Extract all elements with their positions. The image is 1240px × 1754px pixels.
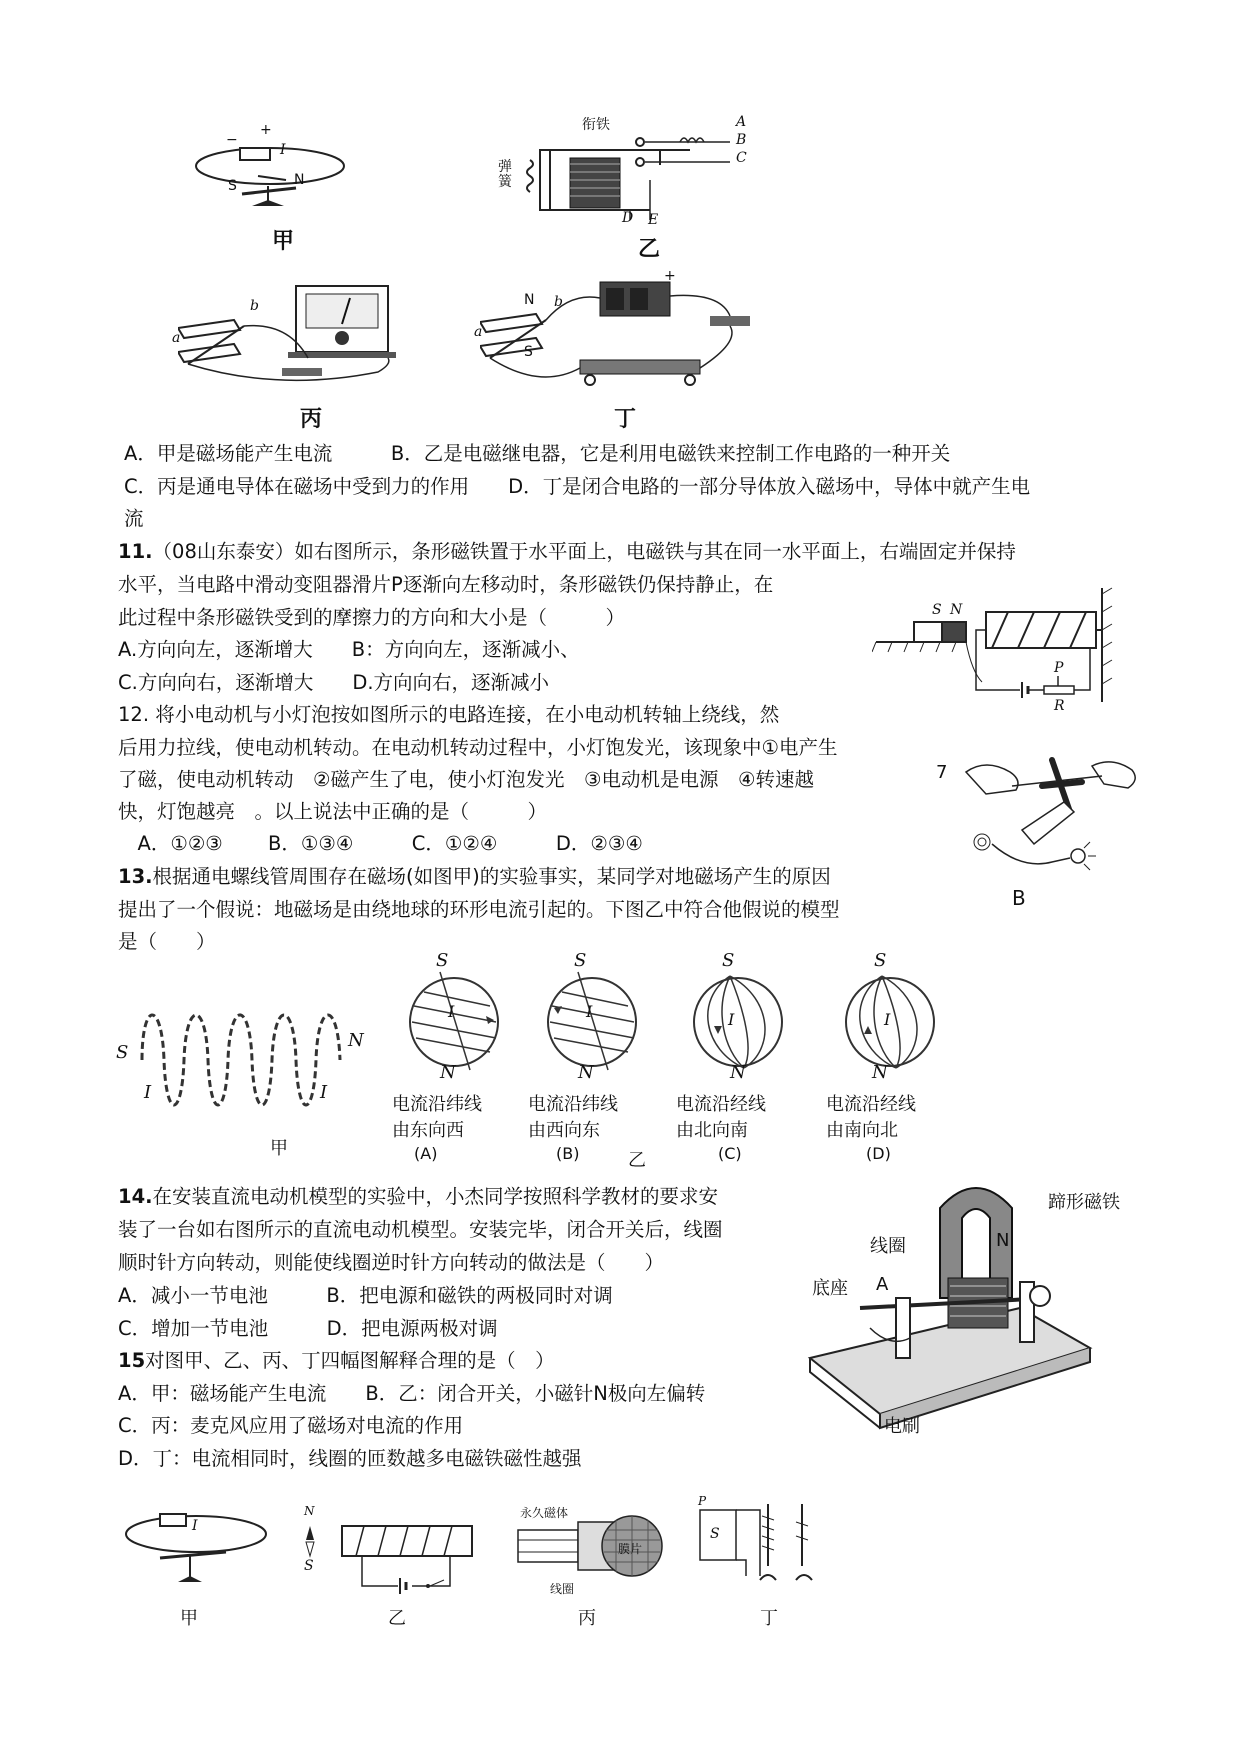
q13-globe-b-caption1: 电流沿纬线	[528, 1094, 618, 1115]
q15-fig-label-jia: 甲	[180, 1608, 198, 1629]
q13-globe-c-caption2: 由北向南	[676, 1120, 748, 1141]
fig-jia-south: S	[228, 178, 237, 194]
q15-bing-coil: 线圈	[550, 1582, 575, 1596]
fig-yi-terminal-d: D	[622, 210, 634, 226]
q13-option-d: (D)	[866, 1144, 891, 1163]
q10-option-cd-cont: 流	[124, 507, 144, 530]
q12-fig-label-b: B	[1012, 886, 1026, 910]
fig-ding-north: N	[524, 292, 535, 308]
fig-jia-north: N	[294, 172, 305, 188]
q15-bing-magnet: 永久磁体	[520, 1506, 569, 1520]
q13-globe-c-n: N	[730, 1062, 746, 1083]
q13-globe-d-n: N	[872, 1062, 888, 1083]
q15-jia-current: I	[192, 1518, 198, 1534]
fig-yi-terminal-c: C	[736, 150, 747, 166]
q13-option-b: (B)	[556, 1144, 580, 1163]
q13-globe-a	[390, 950, 530, 1165]
q15-figure-jia	[120, 1500, 280, 1630]
fig-yi-terminal-e: E	[648, 212, 659, 228]
q15-ding-p: P	[698, 1494, 707, 1508]
q14-stem-line2: 装了一台如右图所示的直流电动机模型。安装完毕，闭合开关后，线圈	[118, 1218, 723, 1241]
q13-globe-a-s: S	[436, 950, 449, 971]
q11-number: 11.	[118, 540, 153, 563]
q12-figure	[952, 752, 1162, 912]
q14-fig-a-label: A	[876, 1274, 889, 1295]
q14-stem-line3: 顺时针方向转动，则能使线圈逆时针方向转动的做法是（ ）	[118, 1251, 665, 1274]
q13-globe-a-n: N	[440, 1062, 456, 1083]
q13-globe-c-i: I	[728, 1010, 735, 1029]
q11-fig-p: P	[1054, 660, 1064, 676]
q14-stem-line1	[118, 1185, 718, 1209]
q13-fig-yi: 乙	[628, 1150, 646, 1171]
q13-globe-c-s: S	[722, 950, 735, 971]
q14-fig-brush-label: 电刷	[884, 1416, 920, 1437]
q10-figure-ding	[474, 268, 780, 432]
q13-globe-d	[826, 950, 966, 1165]
fig-ding-b: b	[554, 294, 563, 310]
q15-number: 15	[118, 1349, 146, 1372]
q15-ding-s: S	[710, 1526, 720, 1542]
q13-globe-b	[528, 950, 668, 1165]
q15-option-c: C．丙：麦克风应用了磁场对电流的作用	[118, 1414, 464, 1437]
q13-globe-d-caption2: 由南向北	[826, 1120, 898, 1141]
q15-stem-line1	[118, 1349, 555, 1373]
fig-yi-terminal-a: A	[736, 114, 747, 130]
q14-fig-n: N	[996, 1230, 1010, 1251]
fig-jia-plus: +	[260, 122, 272, 138]
q13-globe-b-caption2: 由西向东	[528, 1120, 600, 1141]
fig-label-ding: 丁	[614, 407, 637, 432]
q13-coil-s: S	[116, 1042, 129, 1063]
fig-bing-b: b	[250, 298, 259, 314]
q13-coil-i-right: I	[320, 1082, 328, 1103]
q15-yi-s: S	[304, 1558, 314, 1574]
q13-globe-b-n: N	[578, 1062, 594, 1083]
q15-bing-membrane: 膜片	[618, 1542, 643, 1556]
q13-globe-a-i: I	[448, 1002, 455, 1021]
q14-fig-base-label: 底座	[812, 1278, 848, 1299]
q11-options-ab: A.方向向左，逐渐增大 B：方向向左，逐渐减小、	[118, 638, 580, 661]
fig-ding-a: a	[474, 324, 483, 340]
q14-fig-coil-label: 线圈	[870, 1236, 906, 1257]
fig-yi-terminal-b: B	[736, 132, 747, 148]
q13-stem-line3: 是（ ）	[118, 930, 216, 953]
q13-globe-c	[674, 950, 814, 1165]
q12-stem-line4: 快，灯饱越亮 。以上说法中正确的是（ ）	[118, 800, 548, 823]
q13-text-1: 根据通电螺线管周围存在磁场(如图甲)的实验事实，某同学对地磁场产生的原因	[152, 865, 831, 888]
q13-globe-b-i: I	[586, 1002, 593, 1021]
q15-option-d: D．丁：电流相同时，线圈的匝数越多电磁铁磁性越强	[118, 1447, 582, 1470]
q10-option-ab: A．甲是磁场能产生电流 B．乙是电磁继电器，它是利用电磁铁来控制工作电路的一种开关	[124, 442, 951, 465]
fig-jia-minus: −	[226, 132, 238, 148]
q13-coil-n: N	[348, 1030, 364, 1051]
q13-globe-d-i: I	[884, 1010, 891, 1029]
fig-ding-south: S	[524, 344, 533, 360]
q11-stem-line1	[118, 540, 1016, 564]
q14-number: 14.	[118, 1185, 153, 1208]
q10-figure-yi	[498, 114, 850, 270]
q12-stem-line3: 了磁，使电动机转动 ②磁产生了电，使小灯泡发光 ③电动机是电源 ④转速越	[118, 768, 814, 791]
q12-stray-mark: 7	[936, 762, 948, 783]
q13-globe-d-caption1: 电流沿经线	[826, 1094, 916, 1115]
q15-figure-bing	[512, 1500, 672, 1630]
fig-label-bing: 丙	[300, 407, 323, 432]
q13-globe-a-caption1: 电流沿纬线	[392, 1094, 482, 1115]
q11-figure	[872, 582, 1136, 720]
q14-fig-magnet-label: 蹄形磁铁	[1048, 1192, 1120, 1213]
q10-figure-bing	[172, 282, 408, 432]
q15-fig-label-bing: 丙	[578, 1608, 596, 1629]
fig-yi-spring: 弹簧	[498, 159, 512, 190]
q15-figure-yi	[300, 1500, 500, 1630]
q13-number: 13.	[118, 865, 153, 888]
q11-fig-r: R	[1054, 698, 1065, 714]
q13-stem-line1	[118, 865, 831, 889]
q13-option-c: (C)	[718, 1144, 742, 1163]
q10-option-cd: C．丙是通电导体在磁场中受到力的作用 D．丁是闭合电路的一部分导体放入磁场中，导体中就产生电	[124, 475, 1031, 498]
q13-fig-jia: 甲	[270, 1138, 288, 1159]
q13-globe-b-s: S	[574, 950, 587, 971]
fig-yi-armature: 衔铁	[582, 117, 610, 133]
q11-fig-s: S	[932, 602, 942, 618]
q13-globe-c-caption1: 电流沿经线	[676, 1094, 766, 1115]
fig-ding-plus: +	[664, 268, 676, 284]
q11-text-1: （08山东泰安）如右图所示，条形磁铁置于水平面上，电磁铁与其在同一水平面上，右端固定并保持	[152, 540, 1016, 563]
q13-option-a: (A)	[414, 1144, 438, 1163]
q11-stem-line2: 水平，当电路中滑动变阻器滑片P逐渐向左移动时，条形磁铁仍保持静止，在	[118, 573, 774, 596]
q13-globe-a-caption2: 由东向西	[392, 1120, 464, 1141]
q15-fig-label-yi: 乙	[388, 1608, 406, 1629]
q15-figure-ding	[690, 1496, 840, 1630]
fig-label-yi: 乙	[638, 237, 661, 262]
q15-text-1: 对图甲、乙、丙、丁四幅图解释合理的是（ ）	[145, 1349, 555, 1372]
q15-fig-label-ding: 丁	[760, 1608, 778, 1629]
q12-stem-line2: 后用力拉线，使电动机转动。在电动机转动过程中，小灯饱发光，该现象中①电产生	[118, 736, 838, 759]
fig-jia-current-label: I	[280, 142, 286, 158]
q13-coil-i-left: I	[144, 1082, 152, 1103]
q14-options-ab: A．减小一节电池 B．把电源和磁铁的两极同时对调	[118, 1284, 613, 1307]
q13-figure-coil	[112, 990, 372, 1160]
q14-options-cd: C．增加一节电池 D．把电源两极对调	[118, 1317, 498, 1340]
q15-yi-n: N	[304, 1504, 315, 1518]
q11-fig-n: N	[950, 602, 963, 618]
fig-label-jia: 甲	[272, 229, 295, 254]
q14-text-1: 在安装直流电动机模型的实验中，小杰同学按照科学教材的要求安	[152, 1185, 719, 1208]
q12-options: A．①②③ B．①③④ C．①②④ D．②③④	[118, 832, 643, 855]
q11-stem-line3: 此过程中条形磁铁受到的摩擦力的方向和大小是（ ）	[118, 606, 626, 629]
q14-figure	[800, 1178, 1180, 1440]
fig-bing-a: a	[172, 330, 181, 346]
q12-stem-line1: 12. 将小电动机与小灯泡按如图所示的电路连接，在小电动机转轴上绕线，然	[118, 703, 780, 726]
q13-stem-line2: 提出了一个假说：地磁场是由绕地球的环形电流引起的。下图乙中符合他假说的模型	[118, 898, 840, 921]
q11-options-cd: C.方向向右，逐渐增大 D.方向向右，逐渐减小	[118, 671, 550, 694]
q10-figure-jia	[190, 122, 360, 254]
q15-option-a-b: A．甲：磁场能产生电流 B．乙：闭合开关，小磁针N极向左偏转	[118, 1382, 706, 1405]
q13-globe-d-s: S	[874, 950, 887, 971]
